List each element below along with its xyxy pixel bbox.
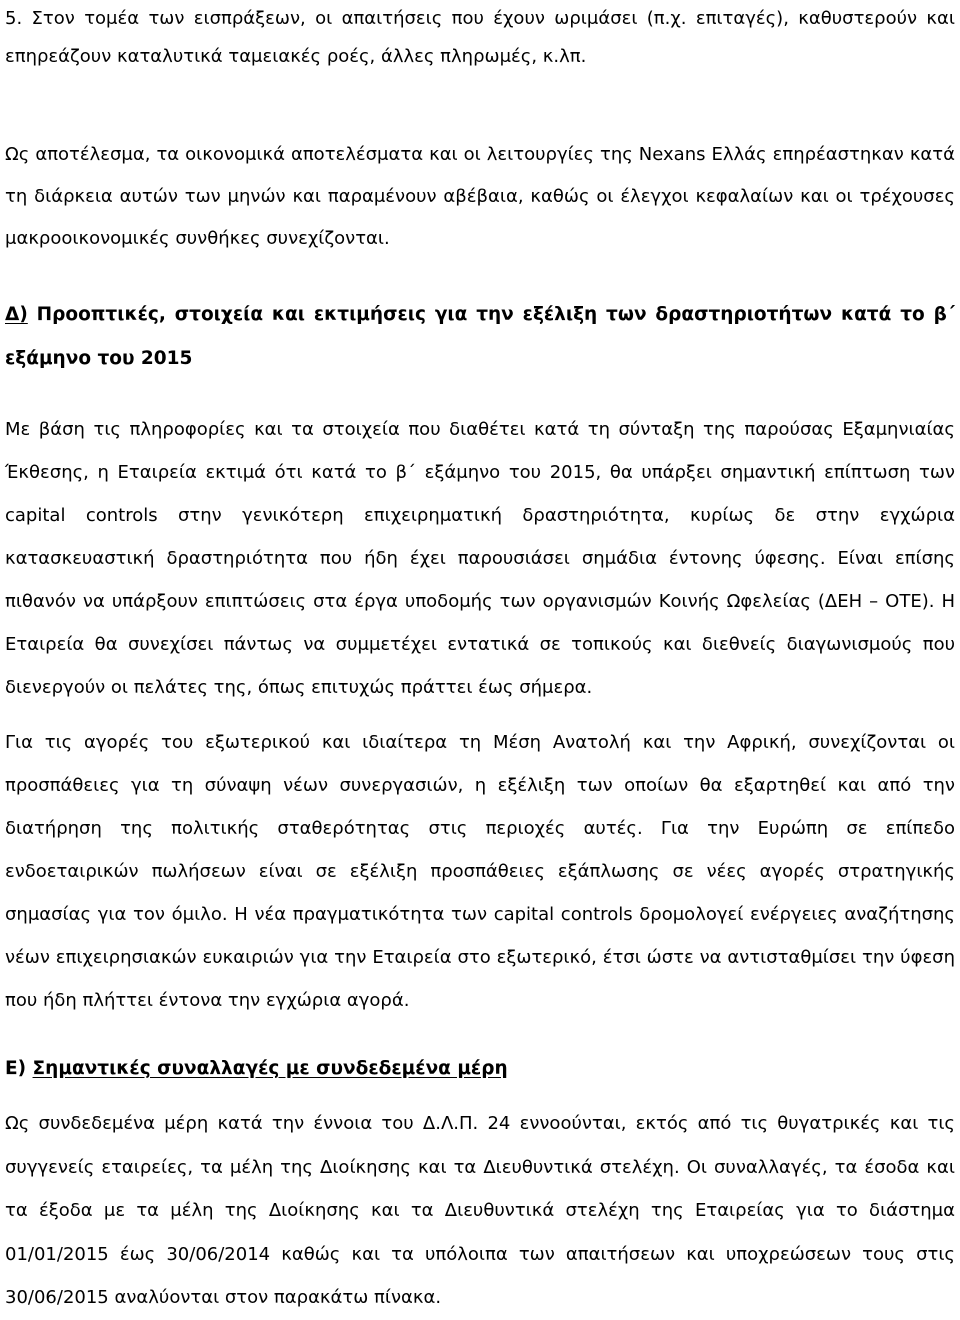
section-e-marker: Ε) — [5, 1058, 27, 1079]
paragraph-outlook: Με βάση τις πληροφορίες και τα στοιχεία που διαθέτει κατά τη σύνταξη της παρούσας Εξαμηνιαίας Έκθεσης, η Εταιρεία εκτιμά ότι κατά το β΄ εξάμηνο του 2015, θα υπάρξει σημαντική επίπτωση των capital controls στην γενικότερη επιχειρηματική δραστηριότητα, κυρίως δε στην εγχώρια κατασκευαστική δραστηριότητα που ήδη έχει παρουσιάσει σημάδια έντονης ύφεσης. Είναι επίσης πιθανόν να υπάρξουν επιπτώσεις στα έργα υποδομής των οργανισμών Κοινής Ωφελείας (ΔΕΗ – ΟΤΕ). Η Εταιρεία θα συνεχίσει πάντως να συμμετέχει εντατικά σε τοπικούς και διεθνείς διαγωνισμούς που διενεργούν οι πελάτες της, όπως επιτυχώς πράττει έως σήμερα. — [5, 419, 955, 698]
list-item-5: 5. Στον τομέα των εισπράξεων, οι απαιτήσεις που έχουν ωριμάσει (π.χ. επιταγές), καθυστερούν και επηρεάζουν καταλυτικά ταμειακές ροές, άλλες πληρωμές, κ.λπ. — [5, 8, 955, 67]
section-e-title: Σημαντικές συναλλαγές με συνδεδεμένα μέρη — [32, 1058, 508, 1079]
paragraph-related-parties: Ως συνδεδεμένα μέρη κατά την έννοια του Δ.Λ.Π. 24 εννοούνται, εκτός από τις θυγατρικές και τις συγγενείς εταιρείες, τα μέλη της Διοίκησης και τα Διευθυντικά στελέχη. Οι συναλλαγές, τα έσοδα και τα έξοδα με τα μέλη της Διοίκησης και τα Διευθυντικά στελέχη της Εταιρείας για το διάστημα 01/01/2015 έως 30/06/2014 καθώς και τα υπόλοιπα των απαιτήσεων και υποχρεώσεων τους στις 30/06/2015 αναλύονται στον παρακάτω πίνακα. — [5, 1113, 955, 1308]
section-heading-d — [5, 293, 955, 381]
section-d-title: Προοπτικές, στοιχεία και εκτιμήσεις για την εξέλιξη των δραστηριοτήτων κατά το β΄ εξάμηνο του 2015 — [5, 304, 955, 369]
section-heading-e — [5, 1047, 955, 1091]
section-d-marker: Δ) — [5, 304, 28, 325]
paragraph-nexans-results: Ως αποτέλεσμα, τα οικονομικά αποτελέσματα και οι λειτουργίες της Nexans Ελλάς επηρέαστηκαν κατά τη διάρκεια αυτών των μηνών και παραμένουν αβέβαια, καθώς οι έλεγχοι κεφαλαίων και οι τρέχουσες μακροοικονομικές συνθήκες συνεχίζονται. — [5, 144, 955, 249]
paragraph-foreign-markets: Για τις αγορές του εξωτερικού και ιδιαίτερα τη Μέση Ανατολή και την Αφρική, συνεχίζονται οι προσπάθειες για τη σύναψη νέων συνεργασιών, η εξέλιξη των οποίων θα εξαρτηθεί και από την διατήρηση της πολιτικής σταθερότητας στις περιοχές αυτές. Για την Ευρώπη σε επίπεδο ενδοεταιρικών πωλήσεων είναι σε εξέλιξη προσπάθειες εξάπλωσης σε νέες αγορές στρατηγικής σημασίας για τον όμιλο. Η νέα πραγματικότητα των capital controls δρομολογεί ενέργειες αναζήτησης νέων επιχειρησιακών ευκαιριών για την Εταιρεία στο εξωτερικό, έτσι ώστε να αντισταθμίσει την ύφεση που ήδη πλήττει έντονα την εγχώρια αγορά. — [5, 732, 955, 1011]
